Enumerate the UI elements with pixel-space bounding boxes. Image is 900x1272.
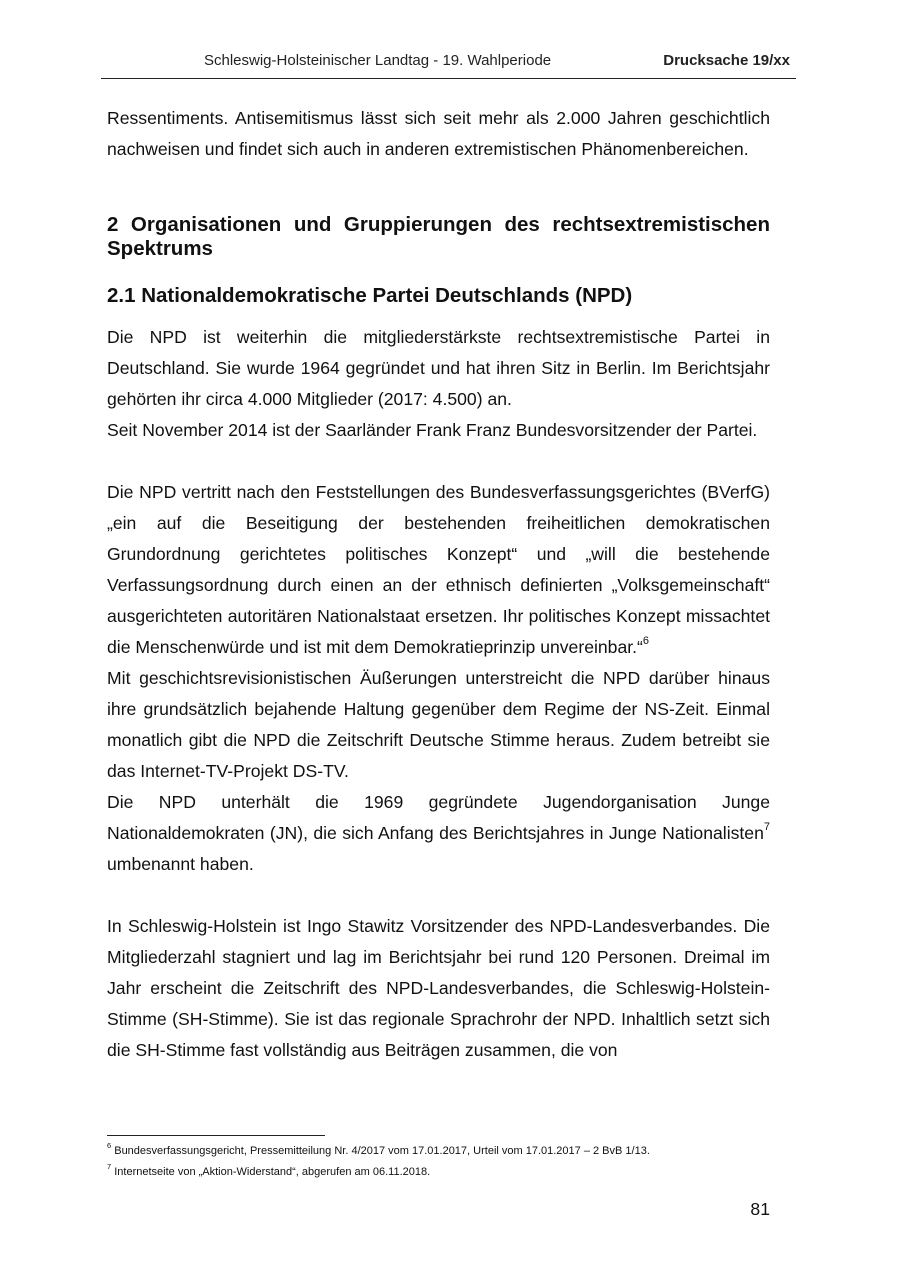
paragraph-bverfg — [107, 477, 770, 663]
footnote-separator — [107, 1135, 325, 1136]
page-header — [101, 50, 796, 79]
section-heading: 2 Organisationen und Gruppierungen des rechtsextremistischen Spektrums — [107, 213, 770, 260]
footnote-text: Internetseite von „Aktion-Widerstand“, abgerufen am 06.11.2018. — [111, 1166, 431, 1178]
paragraph-jn-end: umbenannt haben. — [107, 854, 254, 874]
spacer — [107, 308, 770, 322]
spacer — [107, 446, 770, 477]
footnote-ref-7: 7 — [763, 821, 770, 834]
paragraph-schleswig-holstein: In Schleswig-Holstein ist Ingo Stawitz Vorsitzender des NPD-Landesverbandes. Die Mitgliederzahl stagniert und lag im Berichtsjahr bei rund 120 Personen. Dreimal im Jahr erscheint die Zeitschrift des NPD-Landesverbandes, die Schleswig-Holstein-Stimme (SH-Stimme). Sie ist das regionale Sprachrohr der NPD. Inhaltlich setzt sich die SH-Stimme fast vollständig aus Beiträgen zusammen, die von — [107, 916, 770, 1060]
header-title: Schleswig-Holsteinischer Landtag - 19. Wahlperiode — [204, 52, 552, 69]
document-number: Drucksache 19/xx — [663, 52, 790, 69]
spacer — [107, 261, 770, 284]
paragraph-npd-chair: Seit November 2014 ist der Saarländer Frank Franz Bundesvorsitzender der Partei. — [107, 420, 758, 440]
paragraph-jn — [107, 787, 770, 880]
paragraph-bverfg-text: Die NPD vertritt nach den Feststellungen des Bundesverfassungsgerichtes (BVerfG) „ein auf die Beseitigung der bestehenden freiheitlichen demokratischen Grundordnung gerichtetes politisches Konzept“ und „will die bestehende Verfassungsordnung durch einen an der ethnisch definierten „Volksgemeinschaft“ ausgerichteten autoritären Nationalstaat ersetzen. Ihr politisches Konzept missachtet die Menschenwürde und ist mit dem Demokratieprinzip unvereinbar.“ — [107, 482, 770, 657]
footnote-ref-6: 6 — [642, 635, 650, 648]
paragraph-npd-members: Die NPD ist weiterhin die mitgliederstärkste rechtsextremistische Partei in Deutschland. Sie wurde 1964 gegründet und hat ihren Sitz in Berlin. Im Berichtsjahr gehörten ihr circa 4.000 Mitglieder (2017: 4.500) an. — [107, 327, 770, 409]
paragraph-jn-text: Die NPD unterhält die 1969 gegründete Jugendorganisation Junge Nationaldemokraten (JN), die sich Anfang des Berichtsjahres in Junge Nationalisten — [107, 792, 770, 843]
footnote — [107, 1141, 770, 1162]
footnote-text: Bundesverfassungsgericht, Pressemitteilung Nr. 4/2017 vom 17.01.2017, Urteil vom 17.01.2017 – 2 BvB 1/13. — [111, 1145, 650, 1157]
footnote-number: 6 — [107, 1141, 112, 1151]
footnote — [107, 1162, 770, 1183]
paragraph-revisionism: Mit geschichtsrevisionistischen Äußerungen unterstreicht die NPD darüber hinaus ihre grundsätzlich bejahende Haltung gegenüber dem Regime der NS-Zeit. Einmal monatlich gibt die NPD die Zeitschrift Deutsche Stimme heraus. Zudem betreibt sie das Internet-TV-Projekt DS-TV. — [107, 668, 770, 781]
page-number: 81 — [750, 1199, 770, 1219]
spacer — [107, 165, 770, 213]
footnotes — [107, 1141, 770, 1183]
subsection-heading: 2.1 Nationaldemokratische Partei Deutschlands (NPD) — [107, 284, 633, 307]
footnote-number: 7 — [107, 1162, 112, 1172]
document-body — [107, 103, 770, 1066]
spacer — [107, 880, 770, 911]
intro-paragraph: Ressentiments. Antisemitismus lässt sich seit mehr als 2.000 Jahren geschichtlich nachweisen und findet sich auch in anderen extremistischen Phänomenbereichen. — [107, 108, 770, 159]
